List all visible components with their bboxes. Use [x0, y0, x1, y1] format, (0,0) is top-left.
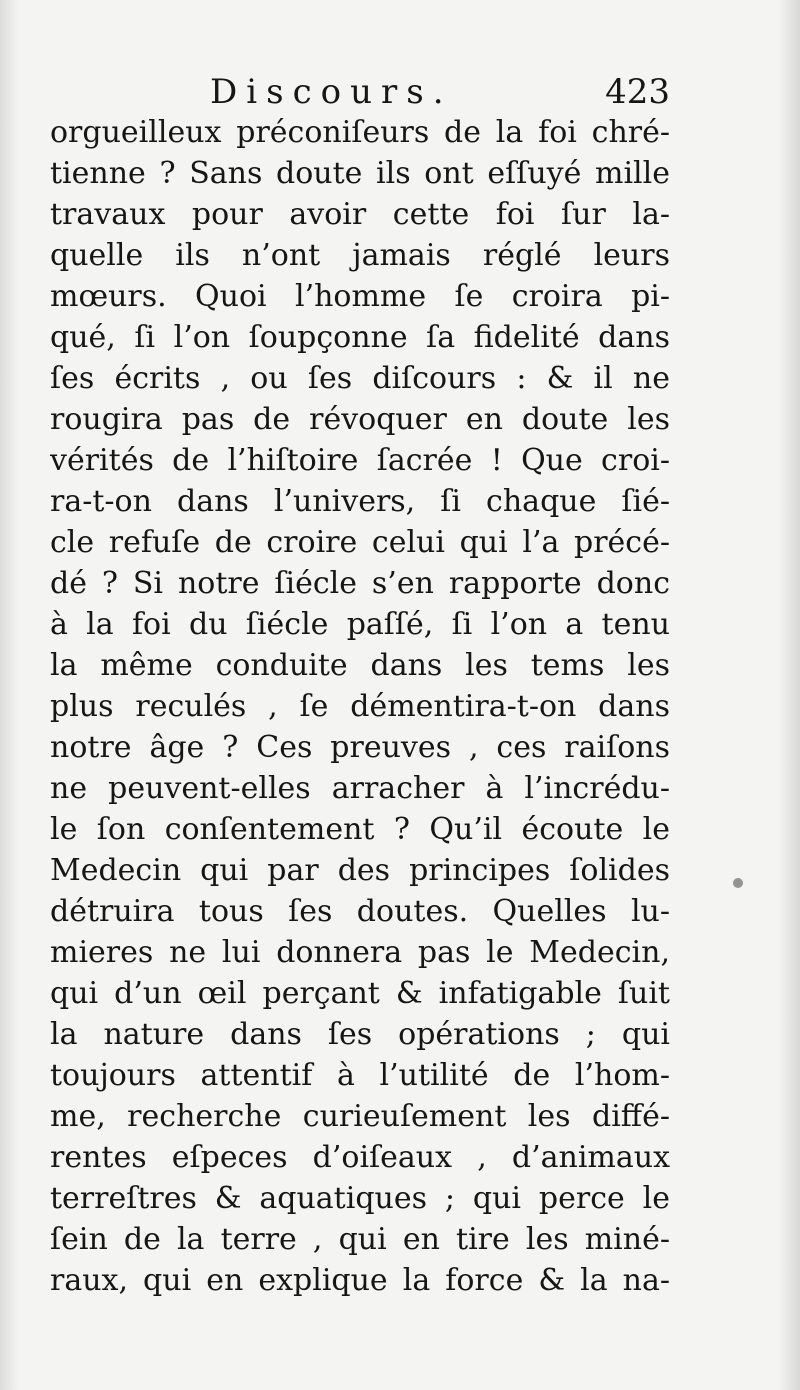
text-line: à la foi du ſiécle paſſé, ſi l’on a tenu	[50, 607, 670, 642]
page-right-edge	[778, 0, 800, 1390]
text-line: qui d’un œil perçant & infatigable ſuit	[50, 976, 670, 1011]
text-line: vérités de l’hiſtoire ſacrée ! Que croi-	[50, 443, 670, 478]
text-line: ne peuvent-elles arracher à l’incrédu-	[50, 771, 670, 806]
text-line: la même conduite dans les tems les	[50, 648, 670, 683]
text-line: Medecin qui par des principes ſolides	[50, 853, 670, 888]
text-line: ra-t-on dans l’univers, ſi chaque ſié-	[50, 484, 670, 519]
text-line: me, recherche curieuſement les diffé-	[50, 1099, 670, 1134]
text-line: mieres ne lui donnera pas le Medecin,	[50, 935, 670, 970]
page-number: 423	[605, 72, 670, 112]
text-line: plus reculés , ſe démentira-t-on dans	[50, 689, 670, 724]
text-line: tienne ? Sans doute ils ont eſſuyé mille	[50, 156, 670, 191]
text-line: la nature dans ſes opérations ; qui	[50, 1017, 670, 1052]
text-line: le ſon conſentement ? Qu’il écoute le	[50, 812, 670, 847]
body-text	[50, 112, 670, 1301]
text-line: mœurs. Quoi l’homme ſe croira pi-	[50, 279, 670, 314]
text-line: notre âge ? Ces preuves , ces raiſons	[50, 730, 670, 765]
running-head: Discours.	[210, 72, 453, 112]
text-line: orgueilleux préconiſeurs de la foi chré-	[50, 115, 670, 150]
text-line: cle refuſe de croire celui qui l’a précé-	[50, 525, 670, 560]
text-line: qué, ſi l’on ſoupçonne ſa fidelité dans	[50, 320, 670, 355]
text-line: toujours attentif à l’utilité de l’hom-	[50, 1058, 670, 1093]
text-line: travaux pour avoir cette foi ſur la-	[50, 197, 670, 232]
page-left-edge	[0, 0, 18, 1390]
ink-speck	[733, 878, 743, 888]
text-line: terreſtres & aquatiques ; qui perce le	[50, 1181, 670, 1216]
text-line: rentes eſpeces d’oiſeaux , d’animaux	[50, 1140, 670, 1175]
text-line: ſein de la terre , qui en tire les miné-	[50, 1222, 670, 1257]
text-line: raux, qui en explique la force & la na-	[50, 1263, 670, 1298]
text-line: ſes écrits , ou ſes diſcours : & il ne	[50, 361, 670, 396]
text-line: dé ? Si notre ſiécle s’en rapporte donc	[50, 566, 670, 601]
text-line: rougira pas de révoquer en doute les	[50, 402, 670, 437]
text-line: détruira tous ſes doutes. Quelles lu-	[50, 894, 670, 929]
text-line: quelle ils n’ont jamais réglé leurs	[50, 238, 670, 273]
